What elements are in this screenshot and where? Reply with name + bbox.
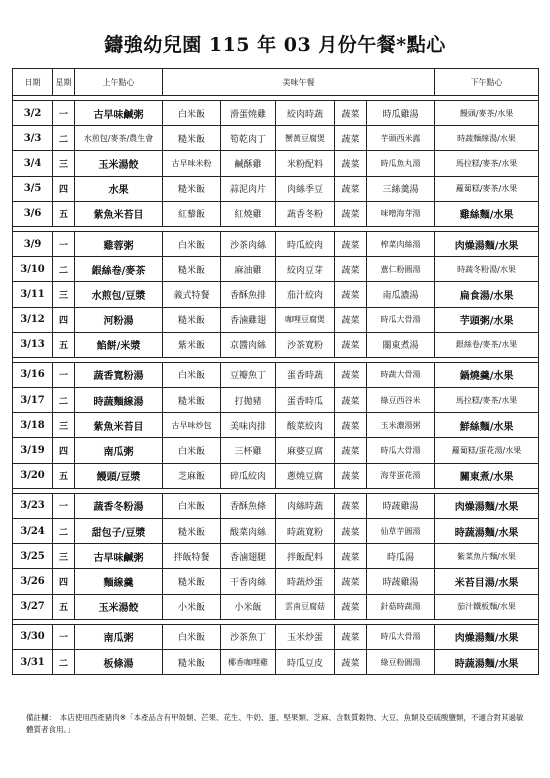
pm-snack-cell: 芋頭粥/水果 [435,307,539,332]
lunch-side-cell: 米粉配料 [276,151,335,176]
lunch-vegetable-cell: 蔬菜 [335,101,367,126]
lunch-main-cell: 筍乾肉丁 [221,126,276,151]
table-row [13,101,539,126]
table-row [13,594,539,619]
lunch-side-cell: 蟹黃豆腐煲 [276,126,335,151]
lunch-side-cell: 絞肉時蔬 [276,101,335,126]
lunch-staple-cell: 古早味米粉 [163,151,221,176]
lunch-vegetable-cell: 蔬菜 [335,257,367,282]
header-row [13,69,539,96]
lunch-soup-cell: 綠豆粉圓湯 [367,649,435,674]
am-snack-cell: 板條湯 [75,649,163,674]
am-snack-cell: 銀絲卷/麥茶 [75,257,163,282]
date-cell: 3/11 [13,282,53,307]
lunch-vegetable-cell: 蔬菜 [335,231,367,256]
weekday-cell: 四 [53,438,75,463]
lunch-side-cell: 時蔬寬粉 [276,519,335,544]
lunch-soup-cell: 榨菜肉絲湯 [367,231,435,256]
lunch-soup-cell: 時蔬大骨湯 [367,362,435,387]
lunch-staple-cell: 義式特餐 [163,282,221,307]
date-cell: 3/6 [13,201,53,226]
weekday-cell: 二 [53,257,75,282]
pm-snack-cell: 鍋燒羹/水果 [435,362,539,387]
weekday-cell: 一 [53,624,75,649]
lunch-staple-cell: 古早味炒包 [163,413,221,438]
am-snack-cell: 時蔬麵線湯 [75,388,163,413]
am-snack-cell: 雞蓉粥 [75,231,163,256]
lunch-staple-cell: 紫米飯 [163,332,221,357]
lunch-vegetable-cell: 蔬菜 [335,544,367,569]
pm-snack-cell: 關東煮/水果 [435,463,539,488]
lunch-staple-cell: 紅藜飯 [163,201,221,226]
date-cell: 3/12 [13,307,53,332]
lunch-side-cell: 玉米炒蛋 [276,624,335,649]
am-snack-cell: 餡餅/米漿 [75,332,163,357]
lunch-soup-cell: 仙草芋圓湯 [367,519,435,544]
lunch-staple-cell: 拌飯特餐 [163,544,221,569]
weekday-cell: 二 [53,649,75,674]
pm-snack-cell: 米苔目湯/水果 [435,569,539,594]
lunch-soup-cell: 時瓜魚丸湯 [367,151,435,176]
lunch-side-cell: 蔥燒豆腐 [276,463,335,488]
lunch-staple-cell: 糙米飯 [163,257,221,282]
lunch-soup-cell: 時蔬雞湯 [367,493,435,518]
date-cell: 3/5 [13,176,53,201]
lunch-main-cell: 干香肉絲 [221,569,276,594]
table-row [13,201,539,226]
weekday-cell: 五 [53,201,75,226]
pm-snack-cell: 肉燥湯麵/水果 [435,231,539,256]
am-snack-cell: 水果 [75,176,163,201]
weekday-cell: 五 [53,594,75,619]
lunch-main-cell: 香酥魚條 [221,493,276,518]
weekday-cell: 三 [53,544,75,569]
date-cell: 3/20 [13,463,53,488]
lunch-main-cell: 滑蛋燒雞 [221,101,276,126]
table-row [13,569,539,594]
pm-snack-cell: 茄汁鐵板麵/水果 [435,594,539,619]
date-cell: 3/9 [13,231,53,256]
date-cell: 3/26 [13,569,53,594]
lunch-main-cell: 碎瓜絞肉 [221,463,276,488]
weekday-cell: 四 [53,569,75,594]
lunch-main-cell: 鹹酥雞 [221,151,276,176]
date-cell: 3/27 [13,594,53,619]
pm-snack-cell: 紫菜魚片麵/水果 [435,544,539,569]
lunch-soup-cell: 時瓜大骨湯 [367,624,435,649]
table-row [13,519,539,544]
lunch-side-cell: 蔬香冬粉 [276,201,335,226]
weekday-cell: 一 [53,362,75,387]
weekday-cell: 二 [53,388,75,413]
menu-body [13,96,539,675]
pm-snack-cell: 時蔬湯麵/水果 [435,649,539,674]
pm-snack-cell: 肉燥湯麵/水果 [435,493,539,518]
lunch-vegetable-cell: 蔬菜 [335,463,367,488]
lunch-vegetable-cell: 蔬菜 [335,438,367,463]
table-row [13,413,539,438]
header-lunch: 美味午餐 [163,69,435,96]
lunch-side-cell: 沙茶寬粉 [276,332,335,357]
lunch-soup-cell: 綠豆西谷米 [367,388,435,413]
lunch-main-cell: 小米飯 [221,594,276,619]
date-cell: 3/13 [13,332,53,357]
lunch-staple-cell: 糙米飯 [163,519,221,544]
lunch-vegetable-cell: 蔬菜 [335,388,367,413]
date-cell: 3/25 [13,544,53,569]
weekday-cell: 五 [53,463,75,488]
am-snack-cell: 南瓜粥 [75,438,163,463]
date-cell: 3/3 [13,126,53,151]
pm-snack-cell: 時蔬麵線湯/水果 [435,126,539,151]
table-row [13,544,539,569]
date-cell: 3/31 [13,649,53,674]
pm-snack-cell: 饅頭/麥茶/水果 [435,101,539,126]
pm-snack-cell: 扁食湯/水果 [435,282,539,307]
lunch-soup-cell: 芋頭西米露 [367,126,435,151]
lunch-main-cell: 香酥魚排 [221,282,276,307]
lunch-main-cell: 美味肉排 [221,413,276,438]
lunch-main-cell: 沙茶魚丁 [221,624,276,649]
lunch-vegetable-cell: 蔬菜 [335,332,367,357]
header-am-snack: 上午點心 [75,69,163,96]
weekday-cell: 四 [53,307,75,332]
lunch-soup-cell: 南瓜濃湯 [367,282,435,307]
lunch-main-cell: 香滷翅腿 [221,544,276,569]
date-cell: 3/24 [13,519,53,544]
table-row [13,362,539,387]
lunch-staple-cell: 芝麻飯 [163,463,221,488]
table-row [13,649,539,674]
pm-snack-cell: 銀絲卷/麥茶/水果 [435,332,539,357]
table-row [13,257,539,282]
date-cell: 3/16 [13,362,53,387]
lunch-staple-cell: 白米飯 [163,624,221,649]
lunch-staple-cell: 白米飯 [163,438,221,463]
am-snack-cell: 玉米湯餃 [75,151,163,176]
lunch-side-cell: 時瓜豆皮 [276,649,335,674]
pm-snack-cell: 肉燥湯麵/水果 [435,624,539,649]
lunch-side-cell: 肉絲季豆 [276,176,335,201]
date-cell: 3/2 [13,101,53,126]
table-row [13,493,539,518]
lunch-vegetable-cell: 蔬菜 [335,569,367,594]
lunch-main-cell: 打拋豬 [221,388,276,413]
weekday-cell: 四 [53,176,75,201]
lunch-vegetable-cell: 蔬菜 [335,126,367,151]
lunch-soup-cell: 三絲羹湯 [367,176,435,201]
lunch-staple-cell: 白米飯 [163,101,221,126]
header-pm-snack: 下午點心 [435,69,539,96]
weekday-cell: 一 [53,493,75,518]
lunch-vegetable-cell: 蔬菜 [335,493,367,518]
am-snack-cell: 南瓜粥 [75,624,163,649]
table-row [13,332,539,357]
table-row [13,438,539,463]
lunch-vegetable-cell: 蔬菜 [335,413,367,438]
weekday-cell: 二 [53,126,75,151]
lunch-staple-cell: 糙米飯 [163,388,221,413]
lunch-staple-cell: 糙米飯 [163,307,221,332]
lunch-vegetable-cell: 蔬菜 [335,519,367,544]
lunch-vegetable-cell: 蔬菜 [335,307,367,332]
date-cell: 3/23 [13,493,53,518]
lunch-main-cell: 三杯雞 [221,438,276,463]
pm-snack-cell: 時蔬冬粉湯/水果 [435,257,539,282]
header-date: 日期 [13,69,53,96]
lunch-main-cell: 酸菜肉絲 [221,519,276,544]
lunch-side-cell: 酸菜絞肉 [276,413,335,438]
weekday-cell: 三 [53,413,75,438]
lunch-vegetable-cell: 蔬菜 [335,201,367,226]
am-snack-cell: 紫魚米苔目 [75,201,163,226]
date-cell: 3/30 [13,624,53,649]
weekday-cell: 一 [53,101,75,126]
table-row [13,463,539,488]
lunch-main-cell: 麻油雞 [221,257,276,282]
am-snack-cell: 古早味鹹粥 [75,101,163,126]
pm-snack-cell: 鮮絲麵/水果 [435,413,539,438]
lunch-side-cell: 時瓜絞肉 [276,231,335,256]
lunch-soup-cell: 時瓜雞湯 [367,101,435,126]
lunch-side-cell: 拌飯配料 [276,544,335,569]
lunch-staple-cell: 糙米飯 [163,569,221,594]
lunch-vegetable-cell: 蔬菜 [335,624,367,649]
lunch-soup-cell: 時瓜大骨湯 [367,307,435,332]
lunch-side-cell: 肉絲時蔬 [276,493,335,518]
pm-snack-cell: 時蔬湯麵/水果 [435,519,539,544]
lunch-vegetable-cell: 蔬菜 [335,649,367,674]
menu-table [12,68,539,675]
am-snack-cell: 饅頭/豆漿 [75,463,163,488]
table-row [13,151,539,176]
lunch-main-cell: 香滷雞翅 [221,307,276,332]
lunch-staple-cell: 白米飯 [163,362,221,387]
lunch-side-cell: 雲南豆腐菇 [276,594,335,619]
pm-snack-cell: 雞絲麵/水果 [435,201,539,226]
date-cell: 3/17 [13,388,53,413]
lunch-vegetable-cell: 蔬菜 [335,151,367,176]
lunch-soup-cell: 玉米濃湯粥 [367,413,435,438]
pm-snack-cell: 蘿蔔糕/蛋花湯/水果 [435,438,539,463]
lunch-vegetable-cell: 蔬菜 [335,176,367,201]
am-snack-cell: 河粉湯 [75,307,163,332]
table-row [13,126,539,151]
lunch-soup-cell: 關東煮湯 [367,332,435,357]
lunch-vegetable-cell: 蔬菜 [335,594,367,619]
date-cell: 3/18 [13,413,53,438]
header-weekday: 星期 [53,69,75,96]
lunch-side-cell: 蛋香時蔬 [276,362,335,387]
am-snack-cell: 蔬香寬粉湯 [75,362,163,387]
lunch-soup-cell: 味噌海芽湯 [367,201,435,226]
table-row [13,307,539,332]
date-cell: 3/4 [13,151,53,176]
lunch-staple-cell: 糙米飯 [163,649,221,674]
am-snack-cell: 紫魚米苔目 [75,413,163,438]
lunch-main-cell: 紅燒雞 [221,201,276,226]
lunch-soup-cell: 針菇時蔬湯 [367,594,435,619]
am-snack-cell: 甜包子/豆漿 [75,519,163,544]
weekday-cell: 三 [53,282,75,307]
am-snack-cell: 水煎包/豆漿 [75,282,163,307]
weekday-cell: 三 [53,151,75,176]
lunch-staple-cell: 糙米飯 [163,176,221,201]
am-snack-cell: 古早味鹹粥 [75,544,163,569]
lunch-main-cell: 沙茶肉絲 [221,231,276,256]
am-snack-cell: 蔬香冬粉湯 [75,493,163,518]
lunch-vegetable-cell: 蔬菜 [335,362,367,387]
pm-snack-cell: 蘿蔔糕/麥茶/水果 [435,176,539,201]
lunch-main-cell: 蒜泥肉片 [221,176,276,201]
lunch-side-cell: 麻婆豆腐 [276,438,335,463]
page-title: 鑄強幼兒園 115 年 03 月份午餐*點心 [104,34,446,56]
table-row [13,624,539,649]
lunch-soup-cell: 時瓜大骨湯 [367,438,435,463]
date-cell: 3/10 [13,257,53,282]
lunch-main-cell: 椰香咖哩雞 [221,649,276,674]
lunch-side-cell: 茄汁絞肉 [276,282,335,307]
lunch-main-cell: 京醬肉絲 [221,332,276,357]
lunch-side-cell: 蛋香時瓜 [276,388,335,413]
lunch-soup-cell: 薏仁粉圓湯 [367,257,435,282]
footnote: 備註欄： 本店使用西產豬肉※「本產品含有甲殼類、芒果、花生、牛奶、蛋、堅果類、芝麻、含麩質穀物、大豆、魚類及亞硫酸鹽類，不適合對其過敏體質者食用。」 [26,713,524,734]
am-snack-cell: 玉米湯餃 [75,594,163,619]
weekday-cell: 五 [53,332,75,357]
lunch-side-cell: 時蔬炒蛋 [276,569,335,594]
date-cell: 3/19 [13,438,53,463]
table-row [13,176,539,201]
lunch-staple-cell: 白米飯 [163,493,221,518]
lunch-soup-cell: 時瓜湯 [367,544,435,569]
lunch-soup-cell: 海芽蛋花湯 [367,463,435,488]
table-row [13,388,539,413]
lunch-staple-cell: 白米飯 [163,231,221,256]
lunch-soup-cell: 時蔬雞湯 [367,569,435,594]
weekday-cell: 一 [53,231,75,256]
lunch-side-cell: 咖哩豆腐煲 [276,307,335,332]
table-row [13,231,539,256]
am-snack-cell: 麵線羹 [75,569,163,594]
lunch-side-cell: 絞肉豆芽 [276,257,335,282]
lunch-staple-cell: 小米飯 [163,594,221,619]
lunch-vegetable-cell: 蔬菜 [335,282,367,307]
table-row [13,282,539,307]
lunch-main-cell: 豆瓣魚丁 [221,362,276,387]
pm-snack-cell: 馬拉糕/麥茶/水果 [435,388,539,413]
pm-snack-cell: 馬拉糕/麥茶/水果 [435,151,539,176]
am-snack-cell: 水煎包/麥茶/農生會 [75,126,163,151]
lunch-staple-cell: 糙米飯 [163,126,221,151]
weekday-cell: 二 [53,519,75,544]
